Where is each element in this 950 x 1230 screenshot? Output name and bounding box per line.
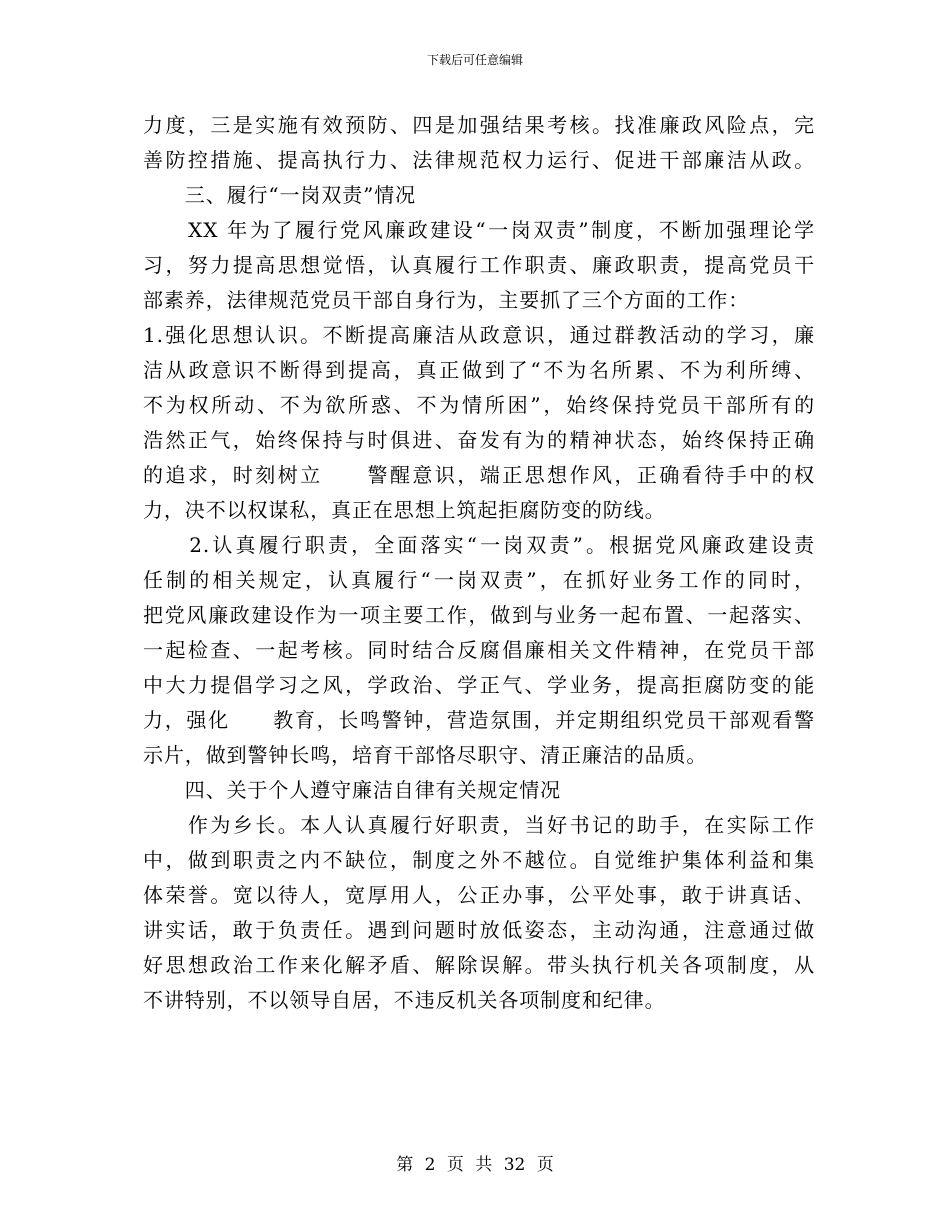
document-body [143, 108, 815, 1018]
text-line: 中，做到职责之内不缺位，制度之外不越位。自觉维护集体利益和集 [143, 848, 815, 872]
text-line: 示片，做到警钟长鸣，培育干部恪尽职守、清正廉洁的品质。 [143, 743, 708, 767]
text-line: 体荣誉。宽以待人，宽厚用人，公正办事，公平处事，敢于讲真话、 [143, 883, 815, 907]
text-line: 浩然正气，始终保持与时俱进、奋发有为的精神状态，始终保持正确 [143, 428, 815, 452]
section-heading: 四、关于个人遵守廉洁自律有关规定情况 [143, 778, 561, 802]
page-number: 第 2 页 共 32 页 [396, 1155, 554, 1175]
text-line: 部素养，法律规范党员干部自身行为，主要抓了三个方面的工作： [143, 288, 750, 312]
text-line: 力度，三是实施有效预防、四是加强结果考核。找准廉政风险点，完 [143, 113, 815, 137]
page-header: 下载后可任意编辑 [426, 53, 523, 67]
text-line: XX 年为了履行党风廉政建设“一岗双责”制度，不断加强理论学 [143, 218, 815, 242]
text-line: 把党风廉政建设作为一项主要工作，做到与业务一起布置、一起落实、 [143, 603, 815, 627]
section-heading: 三、履行“一岗双责”情况 [143, 183, 417, 207]
text-line: 不讲特别，不以领导自居，不违反机关各项制度和纪律。 [143, 988, 666, 1012]
text-line: 洁从政意识不断得到提高，真正做到了“不为名所累、不为利所缚、 [143, 358, 815, 382]
text-line: 中大力提倡学习之风，学政治、学正气、学业务，提高拒腐防变的能 [143, 673, 815, 697]
text-line: 任制的相关规定，认真履行“一岗双责”，在抓好业务工作的同时， [143, 568, 815, 592]
text-line: 作为乡长。本人认真履行好职责，当好书记的助手，在实际工作 [143, 813, 815, 837]
text-line: 习，努力提高思想觉悟，认真履行工作职责、廉政职责，提高党员干 [143, 253, 815, 277]
text-line: 善防控措施、提高执行力、法律规范权力运行、促进干部廉洁从政。 [143, 148, 815, 172]
text-line: 讲实话，敢于负责任。遇到问题时放低姿态，主动沟通，注意通过做 [143, 918, 815, 942]
text-line: 的追求，时刻树立 警醒意识，端正思想作风，正确看待手中的权 [143, 463, 815, 487]
text-line: 2.认真履行职责，全面落实“一岗双责”。根据党风廉政建设责 [143, 533, 815, 557]
text-line: 好思想政治工作来化解矛盾、解除误解。带头执行机关各项制度，从 [143, 953, 815, 977]
text-line: 1.强化思想认识。不断提高廉洁从政意识，通过群教活动的学习，廉 [143, 323, 815, 347]
text-line: 力，强化 教育，长鸣警钟，营造氛围，并定期组织党员干部观看警 [143, 708, 815, 732]
text-line: 一起检查、一起考核。同时结合反腐倡廉相关文件精神，在党员干部 [143, 638, 815, 662]
text-line: 力，决不以权谋私，真正在思想上筑起拒腐防变的防线。 [143, 498, 666, 522]
text-line: 不为权所动、不为欲所惑、不为情所困”，始终保持党员干部所有的 [143, 393, 815, 417]
